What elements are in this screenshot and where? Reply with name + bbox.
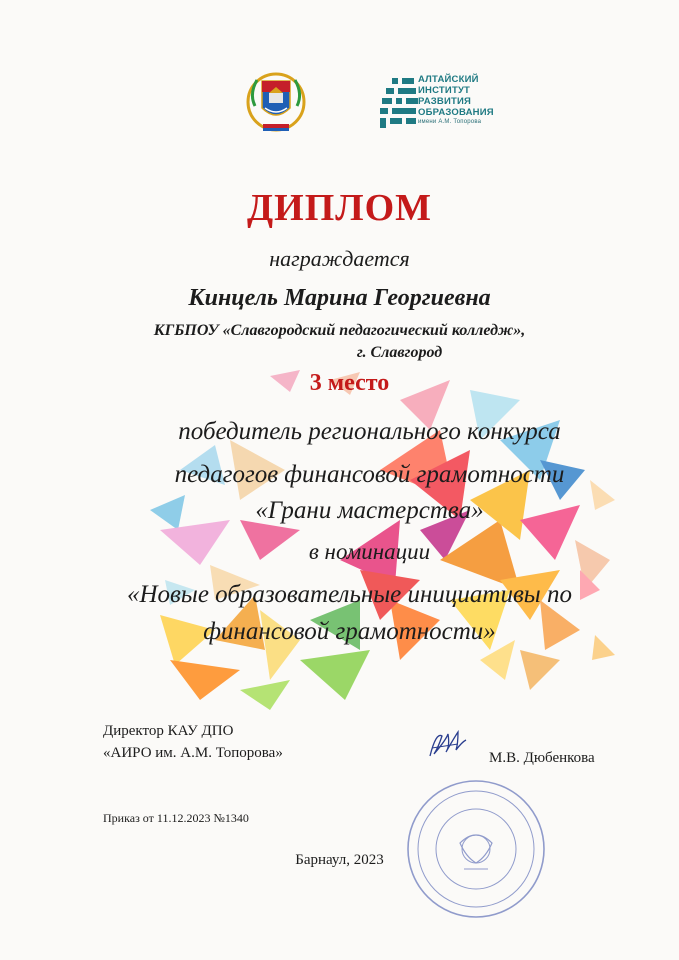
award-text-line: педагогов финансовой грамотности (174, 461, 565, 488)
awarded-label: награждается (269, 246, 410, 271)
logo-line: РАЗВИТИЯ (418, 96, 472, 107)
award-text-line: «Грани мастерства» (255, 497, 484, 524)
award-text-line: в номинации (308, 539, 431, 564)
handwritten-signature (428, 726, 468, 760)
recipient-name: Кинцель Марина Георгиевна (188, 285, 491, 311)
award-place: 3 место (309, 370, 390, 396)
order-reference: Приказ от 11.12.2023 №1340 (103, 811, 249, 825)
award-text-line: победитель регионального конкурса (178, 418, 561, 445)
place-and-date: Барнаул, 2023 (295, 852, 384, 868)
logo-subline: имени А.М. Топорова (418, 119, 482, 125)
diploma-title: ДИПЛОМ (247, 187, 432, 229)
director-line: Директор КАУ ДПО (103, 723, 234, 739)
institute-logo-text (418, 74, 558, 126)
signer-name: М.В. Дюбенкова (489, 750, 595, 766)
logo-line: ИНСТИТУТ (418, 85, 471, 96)
recipient-organization: КГБПОУ «Славгородский педагогический колледж», (153, 322, 526, 339)
altai-krai-coat-of-arms-icon (245, 66, 307, 138)
award-text-line: финансовой грамотности» (203, 618, 496, 645)
director-line: «АИРО им. А.М. Топорова» (103, 745, 283, 761)
official-stamp (404, 777, 548, 921)
recipient-city: г. Славгород (356, 344, 443, 361)
award-text-line: «Новые образовательные инициативы по (126, 581, 572, 608)
logo-line: АЛТАЙСКИЙ (418, 74, 479, 85)
logo-line: ОБРАЗОВАНИЯ (418, 107, 494, 118)
director-title (103, 720, 283, 764)
